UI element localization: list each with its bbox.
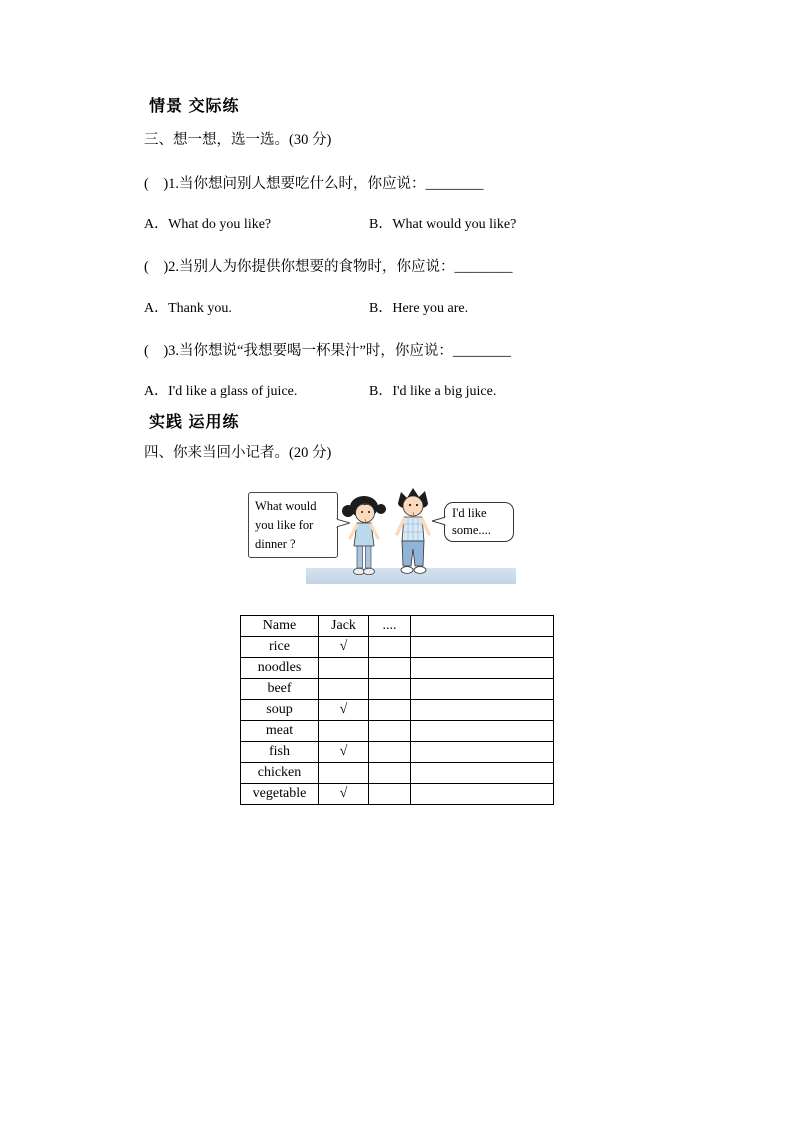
girl-character (340, 494, 388, 578)
blank-cell (369, 784, 411, 805)
food-name: soup (241, 700, 319, 721)
speech-line: dinner ? (255, 537, 296, 551)
food-name: rice (241, 637, 319, 658)
header-dots: .... (369, 616, 411, 637)
jack-check-cell: √ (319, 700, 369, 721)
table-row (241, 637, 554, 658)
food-name: noodles (241, 658, 319, 679)
blank-cell (411, 700, 554, 721)
blank-cell (369, 658, 411, 679)
jack-check-cell: √ (319, 784, 369, 805)
question-3-prompt: ( )3.当你想说“我想要喝一杯果汁”时，你应说：________ (144, 343, 511, 359)
food-name: fish (241, 742, 319, 763)
blank-cell (411, 637, 554, 658)
question-2-option-b: B．Here you are. (369, 301, 469, 316)
speech-line: What would (255, 499, 317, 513)
header-jack: Jack (319, 616, 369, 637)
blank-cell (369, 637, 411, 658)
blank-cell (369, 742, 411, 763)
blank-cell (369, 763, 411, 784)
question-2-option-a: A．Thank you. (144, 301, 232, 316)
blank-cell (411, 721, 554, 742)
table-row (241, 721, 554, 742)
table-row (241, 658, 554, 679)
food-name: chicken (241, 763, 319, 784)
question-1-option-a: A．What do you like? (144, 217, 272, 232)
survey-table (240, 615, 554, 805)
blank-cell (411, 742, 554, 763)
section-title-application-practice: 实践 运用练 (149, 414, 240, 431)
speech-line: you like for (255, 518, 314, 532)
table-header-row (241, 616, 554, 637)
jack-check-cell: √ (319, 637, 369, 658)
blank-cell (369, 721, 411, 742)
part4-heading: 四、你来当回小记者。(20 分) (144, 445, 332, 461)
jack-check-cell: √ (319, 742, 369, 763)
food-name: vegetable (241, 784, 319, 805)
jack-check-cell (319, 763, 369, 784)
speech-line: some.... (452, 523, 491, 537)
blank-cell (411, 763, 554, 784)
blank-cell (411, 784, 554, 805)
question-3-option-b: B．I'd like a big juice. (369, 384, 497, 399)
question-speech-bubble (248, 492, 338, 558)
dialogue-illustration (248, 486, 516, 586)
section-title-communication-practice: 情景 交际练 (149, 98, 240, 115)
part3-heading: 三、想一想，选一选。(30 分) (144, 132, 332, 148)
jack-check-cell (319, 679, 369, 700)
speech-line: I'd like (452, 506, 487, 520)
answer-speech-bubble (444, 502, 514, 542)
question-2-prompt: ( )2.当别人为你提供你想要的食物时，你应说：________ (144, 259, 513, 275)
question-3-option-a: A．I'd like a glass of juice. (144, 384, 298, 399)
food-name: meat (241, 721, 319, 742)
question-1-prompt: ( )1.当你想问别人想要吃什么时，你应说：________ (144, 176, 484, 192)
jack-check-cell (319, 721, 369, 742)
table-row (241, 784, 554, 805)
jack-check-cell (319, 658, 369, 679)
table-row (241, 763, 554, 784)
speech-bubble-tail (432, 515, 446, 527)
header-blank (411, 616, 554, 637)
boy-character (386, 486, 440, 578)
blank-cell (369, 700, 411, 721)
table-row (241, 679, 554, 700)
speech-bubble-tail (336, 517, 350, 529)
header-name: Name (241, 616, 319, 637)
blank-cell (411, 679, 554, 700)
food-name: beef (241, 679, 319, 700)
blank-cell (369, 679, 411, 700)
table-row (241, 700, 554, 721)
question-1-option-b: B．What would you like? (369, 217, 517, 232)
blank-cell (411, 658, 554, 679)
table-row (241, 742, 554, 763)
